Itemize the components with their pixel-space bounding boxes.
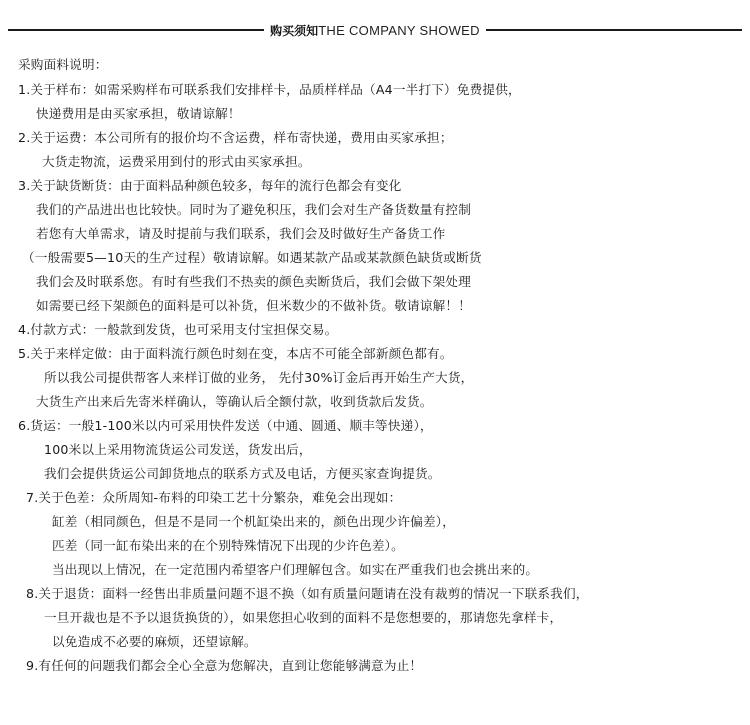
text-line: 4.付款方式：一般款到发货，也可采用支付宝担保交易。	[18, 322, 338, 337]
text-line: 如需要已经下架颜色的面料是可以补货，但米数少的不做补货。敬请谅解！！	[36, 298, 471, 313]
text-line: 大货生产出来后先寄米样确认，等确认后全额付款，收到货款后发货。	[36, 394, 433, 409]
text-line: 大货走物流，运费采用到付的形式由买家承担。	[42, 154, 311, 169]
text-line: 2.关于运费：本公司所有的报价均不含运费，样布寄快递，费用由买家承担；	[18, 130, 453, 145]
text-line: 快递费用是由买家承担，敬请谅解！	[36, 106, 241, 121]
text-line: 我们的产品进出也比较快。同时为了避免积压，我们会对生产备货数量有控制	[36, 202, 471, 217]
text-line: 当出现以上情况，在一定范围内希望客户们理解包含。如实在严重我们也会挑出来的。	[52, 562, 539, 577]
document-heading: 采购面料说明：	[18, 57, 108, 72]
text-line: 匹差（同一缸布染出来的在个别特殊情况下出现的少许色差）。	[52, 538, 404, 553]
text-line: 100米以上采用物流货运公司发送，货发出后，	[44, 442, 312, 457]
section-header	[8, 20, 742, 40]
text-line: 7.关于色差：众所周知-布料的印染工艺十分繁杂，难免会出现如：	[26, 490, 402, 505]
text-line: （一般需要5—10天的生产过程）敬请谅解。如遇某款产品或某款颜色缺货或断货	[22, 250, 482, 265]
text-line: 8.关于退货：面料一经售出非质量问题不退不换（如有质量问题请在没有裁剪的情况一下联系我们，	[26, 586, 589, 601]
header-rule-left	[8, 29, 264, 31]
header-title-en: THE COMPANY SHOWED	[318, 22, 480, 38]
text-line: 以免造成不必要的麻烦，还望谅解。	[52, 634, 257, 649]
header-rule-right	[486, 29, 742, 31]
header-title-cn: 购买须知	[270, 23, 319, 38]
text-line: 缸差（相同颜色，但是不是同一个机缸染出来的，颜色出现少许偏差），	[52, 514, 456, 529]
text-line: 1.关于样布：如需采购样布可联系我们安排样卡，品质样样品（A4一半打下）免费提供，	[18, 82, 521, 97]
text-line: 6.货运：一般1-100米以内可采用快件发送（中通、圆通、顺丰等快递），	[18, 418, 433, 433]
text-line: 我们会及时联系您。有时有些我们不热卖的颜色卖断货后，我们会做下架处理	[36, 274, 471, 289]
text-line: 5.关于来样定做：由于面料流行颜色时刻在变，本店不可能全部新颜色都有。	[18, 346, 453, 361]
text-line: 所以我公司提供帮客人来样订做的业务， 先付30%订金后再开始生产大货，	[44, 370, 474, 385]
text-line: 9.有任何的问题我们都会全心全意为您解决，直到让您能够满意为止！	[26, 658, 423, 673]
text-line: 若您有大单需求，请及时提前与我们联系，我们会及时做好生产备货工作	[36, 226, 446, 241]
text-line: 一旦开裁也是不予以退货换货的），如果您担心收到的面料不是您想要的，那请您先拿样卡，	[44, 610, 563, 625]
text-line: 3.关于缺货断货：由于面料品种颜色较多，每年的流行色都会有变化	[18, 178, 402, 193]
header-title	[270, 22, 480, 39]
text-line: 我们会提供货运公司卸货地点的联系方式及电话，方便买家查询提货。	[44, 466, 441, 481]
